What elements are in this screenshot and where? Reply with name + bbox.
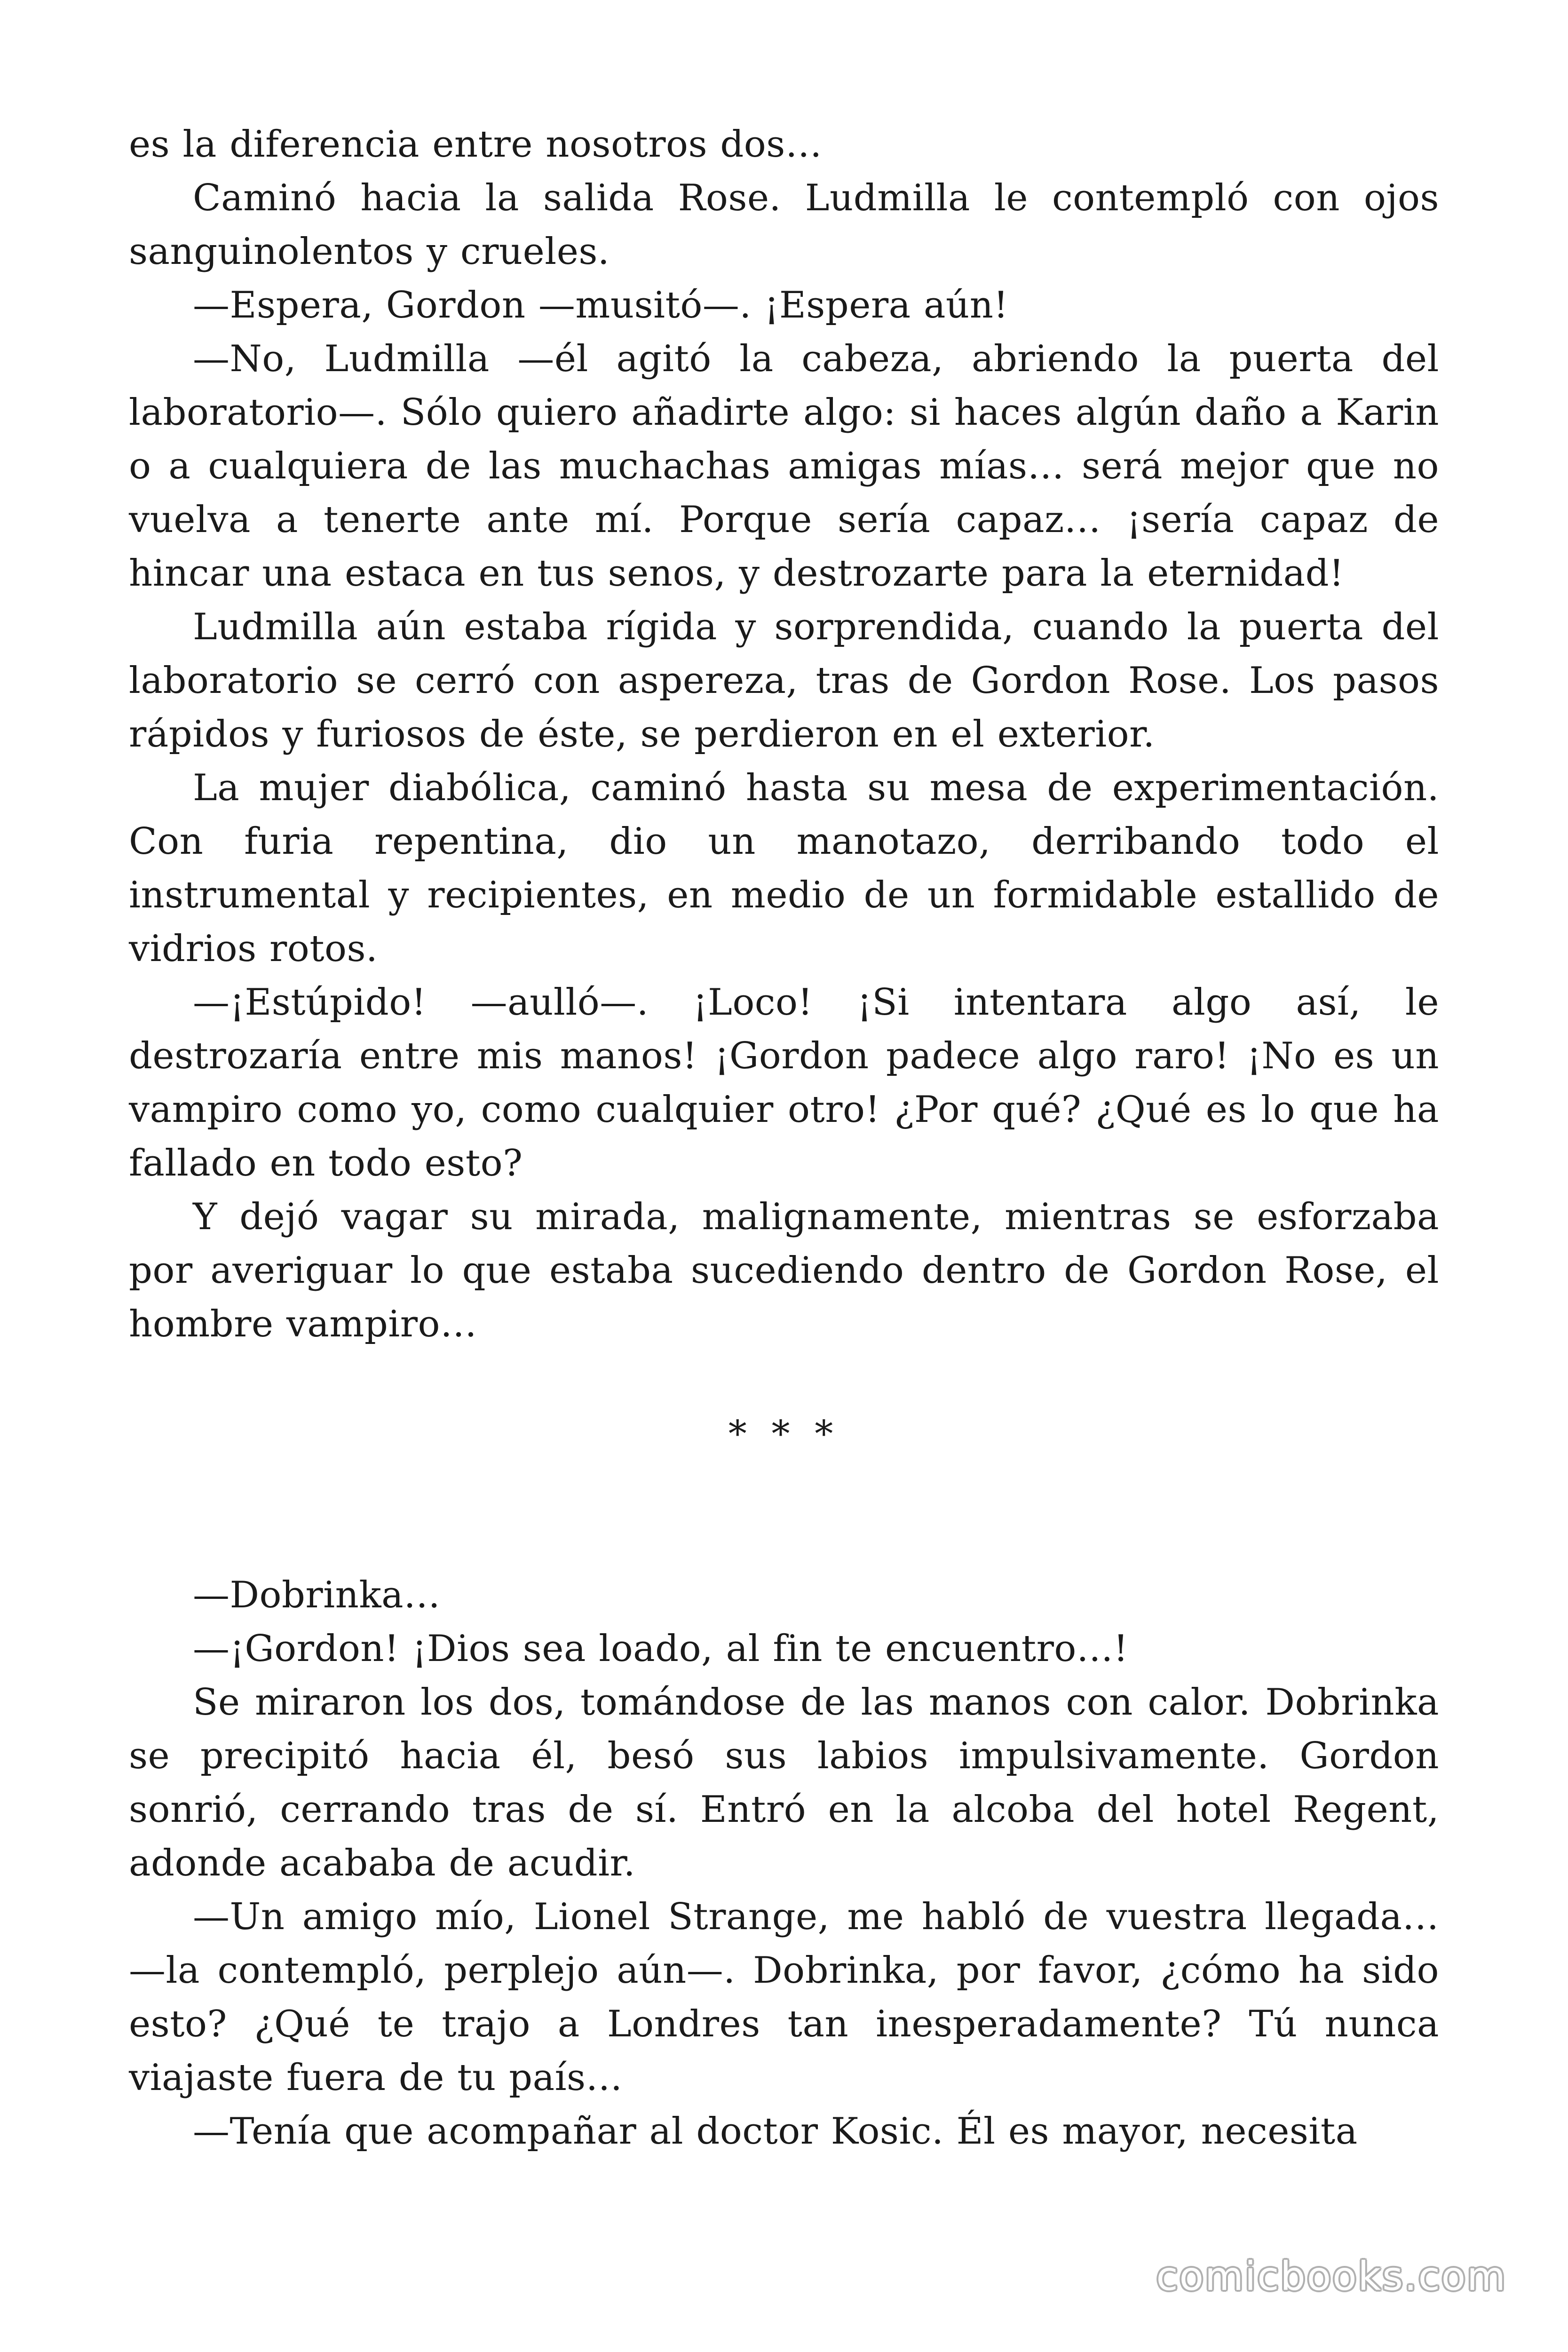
paragraph: Y dejó vagar su mirada, malignamente, mientras se esforzaba por averiguar lo que estaba sucediendo dentro de Gordon Rose, el hombre vampiro… [129, 1196, 1439, 1345]
paragraph: Caminó hacia la salida Rose. Ludmilla le contempló con ojos sanguinolentos y crueles. [129, 177, 1439, 273]
scene-break: * * * [728, 1413, 840, 1455]
paragraph: —¡Gordon! ¡Dios sea loado, al fin te encuentro…! [193, 1628, 1129, 1670]
paragraph: —No, Ludmilla —él agitó la cabeza, abriendo la puerta del laboratorio—. Sólo quiero añadirte algo: si haces algún daño a Karin o a cualquiera de las muchachas amigas mías… será mejor que no vuelva a tenerte ante mí. Porque sería capaz… ¡sería capaz de hincar una estaca en tus senos, y destrozarte para la eternidad! [129, 338, 1439, 595]
paragraph: —Un amigo mío, Lionel Strange, me habló de vuestra llegada… —la contempló, perplejo aún—. Dobrinka, por favor, ¿cómo ha sido esto? ¿Qué te trajo a Londres tan inesperadamente? Tú nunca viajaste fuera de tu país… [129, 1896, 1439, 2099]
paragraph: Ludmilla aún estaba rígida y sorprendida, cuando la puerta del laboratorio se cerró con aspereza, tras de Gordon Rose. Los pasos rápidos y furiosos de éste, se perdieron en el exterior. [129, 606, 1439, 755]
text-block-bottom [129, 1568, 1439, 2158]
watermark: comicbooks.com [1156, 2253, 1507, 2299]
book-page [129, 118, 1439, 2158]
text-block-top [129, 118, 1439, 1351]
paragraph: Se miraron los dos, tomándose de las manos con calor. Dobrinka se precipitó hacia él, besó sus labios impulsivamente. Gordon sonrió, cerrando tras de sí. Entró en la alcoba del hotel Regent, adonde acababa de acudir. [129, 1681, 1439, 1884]
paragraph: —Tenía que acompañar al doctor Kosic. Él es mayor, necesita [193, 2110, 1358, 2153]
paragraph: —¡Estúpido! —aulló—. ¡Loco! ¡Si intentara algo así, le destrozaría entre mis manos! ¡Gordon padece algo raro! ¡No es un vampiro como yo, como cualquier otro! ¿Por qué? ¿Qué es lo que ha fallado en todo esto? [129, 981, 1439, 1184]
paragraph: es la diferencia entre nosotros dos… [129, 123, 823, 166]
paragraph: La mujer diabólica, caminó hasta su mesa de experimentación. Con furia repentina, dio un manotazo, derribando todo el instrumental y recipientes, en medio de un formidable estallido de vidrios rotos. [129, 767, 1439, 970]
paragraph: —Dobrinka… [193, 1574, 441, 1616]
paragraph: —Espera, Gordon —musitó—. ¡Espera aún! [193, 284, 1009, 326]
